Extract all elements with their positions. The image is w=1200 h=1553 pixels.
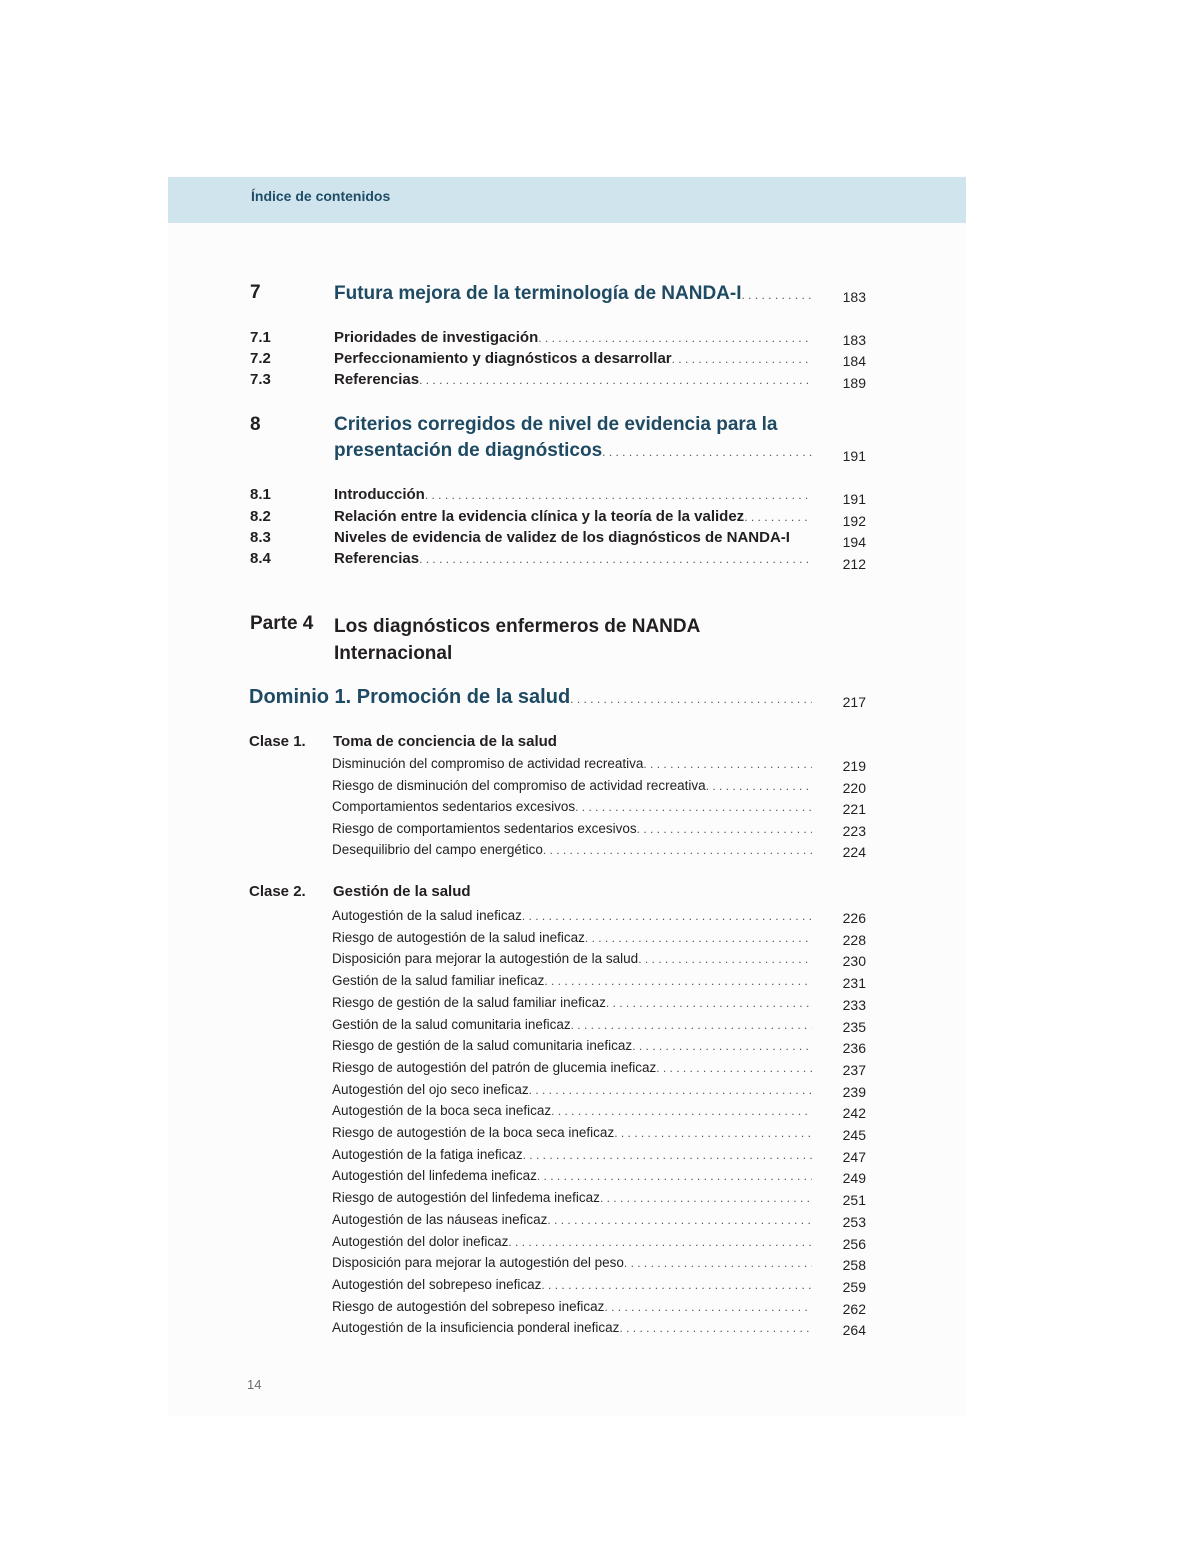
item-page: 262: [842, 1300, 866, 1317]
section-title[interactable]: Perfeccionamiento y diagnósticos a desarrollar . . .: [334, 350, 812, 367]
item-page: 230: [842, 953, 866, 970]
item-title[interactable]: Autogestión de la insuficiencia ponderal ineficaz . . .: [332, 1320, 812, 1335]
item-title[interactable]: Gestión de la salud comunitaria ineficaz . . .: [332, 1017, 812, 1032]
item-page: 219: [842, 758, 866, 774]
item-page: 253: [842, 1213, 866, 1230]
part-title-line-2: Internacional: [334, 643, 453, 664]
section-number: 8.1: [250, 486, 271, 503]
item-page: 258: [842, 1257, 866, 1274]
chapter-title-line-1[interactable]: Criterios corregidos de nivel de evidencia para la: [334, 414, 778, 435]
chapter-page: 183: [842, 289, 866, 305]
chapter-page: 191: [842, 448, 866, 464]
section-number: 7.1: [250, 329, 271, 346]
section-title[interactable]: Prioridades de investigación . . .: [334, 329, 812, 346]
running-header: Índice de contenidos: [251, 188, 391, 204]
item-title[interactable]: Riesgo de autogestión de la salud ineficaz . . .: [332, 930, 812, 945]
item-title[interactable]: Riesgo de autogestión del sobrepeso ineficaz . . .: [332, 1299, 812, 1314]
item-title[interactable]: Autogestión del ojo seco ineficaz . . .: [332, 1082, 812, 1097]
section-page: 212: [842, 556, 866, 572]
item-page: 239: [842, 1083, 866, 1100]
item-page: 245: [842, 1127, 866, 1143]
item-page: 221: [842, 801, 866, 818]
class-label: Clase 1.: [249, 733, 306, 750]
section-title[interactable]: Referencias . . .: [334, 371, 812, 388]
page-number: 14: [247, 1377, 262, 1392]
section-number: 8.4: [250, 550, 271, 567]
item-page: 233: [842, 996, 866, 1013]
item-page: 259: [842, 1278, 866, 1295]
item-page: 242: [842, 1105, 866, 1122]
item-title[interactable]: Riesgo de autogestión del linfedema ineficaz . . .: [332, 1190, 812, 1205]
section-title[interactable]: Introducción . . .: [334, 486, 812, 503]
item-title[interactable]: Riesgo de disminución del compromiso de actividad recreativa . . .: [332, 778, 812, 793]
class-title: Gestión de la salud: [333, 883, 471, 900]
item-page: 264: [842, 1322, 866, 1339]
item-title[interactable]: Comportamientos sedentarios excesivos . . .: [332, 799, 812, 814]
section-page: 183: [842, 332, 866, 348]
section-title[interactable]: Niveles de evidencia de validez de los diagnósticos de NANDA-I: [334, 529, 790, 546]
item-title[interactable]: Gestión de la salud familiar ineficaz . . .: [332, 973, 812, 988]
section-number: 8.2: [250, 508, 271, 525]
section-page: 192: [842, 513, 866, 529]
item-page: 220: [842, 779, 866, 796]
item-title[interactable]: Disposición para mejorar la autogestión de la salud . . .: [332, 951, 812, 966]
item-page: 231: [842, 975, 866, 992]
item-title[interactable]: Autogestión de la boca seca ineficaz . . .: [332, 1103, 812, 1118]
part-label: Parte 4: [250, 613, 314, 634]
item-title[interactable]: Riesgo de autogestión de la boca seca ineficaz . . .: [332, 1125, 812, 1140]
section-number: 7.2: [250, 350, 271, 367]
section-page: 194: [842, 534, 866, 550]
section-page: 184: [842, 353, 866, 369]
item-title[interactable]: Autogestión de las náuseas ineficaz . . .: [332, 1212, 812, 1227]
domain-page: 217: [842, 694, 866, 710]
item-page: 256: [842, 1235, 866, 1252]
item-title[interactable]: Autogestión del dolor ineficaz . . .: [332, 1234, 812, 1249]
item-title[interactable]: Disposición para mejorar la autogestión del peso . . .: [332, 1255, 812, 1270]
part-title[interactable]: [334, 613, 754, 667]
item-page: 247: [842, 1148, 866, 1165]
item-title[interactable]: Riesgo de comportamientos sedentarios excesivos . . .: [332, 821, 812, 836]
section-number: 7.3: [250, 371, 271, 388]
item-title[interactable]: Autogestión del sobrepeso ineficaz . . .: [332, 1277, 812, 1292]
item-page: 249: [842, 1170, 866, 1187]
chapter-title[interactable]: Futura mejora de la terminología de NANDA-I . . .: [334, 283, 812, 305]
item-page: 223: [842, 822, 866, 839]
part-title-line-1: Los diagnósticos enfermeros de NANDA: [334, 616, 701, 637]
section-page: 189: [842, 375, 866, 391]
item-page: 236: [842, 1040, 866, 1057]
item-title[interactable]: Disminución del compromiso de actividad recreativa . . .: [332, 756, 812, 771]
item-title[interactable]: Autogestión del linfedema ineficaz . . .: [332, 1168, 812, 1183]
item-title[interactable]: Autogestión de la fatiga ineficaz . . .: [332, 1147, 812, 1162]
section-title[interactable]: Relación entre la evidencia clínica y la teoría de la validez . . .: [334, 508, 812, 525]
chapter-title-line-2[interactable]: presentación de diagnósticos . . .: [334, 440, 812, 462]
item-page: 251: [842, 1192, 866, 1209]
item-page: 228: [842, 931, 866, 948]
chapter-number: 8: [250, 414, 261, 435]
section-page: 191: [842, 491, 866, 507]
chapter-number: 7: [250, 282, 261, 303]
class-title: Toma de conciencia de la salud: [333, 733, 557, 750]
item-page: 235: [842, 1018, 866, 1035]
domain-title[interactable]: Dominio 1. Promoción de la salud . . .: [249, 686, 812, 709]
item-page: 226: [842, 910, 866, 926]
item-title[interactable]: Desequilibrio del campo energético . . .: [332, 842, 812, 857]
section-number: 8.3: [250, 529, 271, 546]
item-title[interactable]: Riesgo de gestión de la salud comunitaria ineficaz . . .: [332, 1038, 812, 1053]
item-title[interactable]: Riesgo de autogestión del patrón de glucemia ineficaz . . .: [332, 1060, 812, 1075]
item-page: 224: [842, 844, 866, 861]
item-page: 237: [842, 1061, 866, 1078]
item-title[interactable]: Autogestión de la salud ineficaz . . .: [332, 908, 812, 923]
class-label: Clase 2.: [249, 883, 306, 900]
section-title[interactable]: Referencias . . .: [334, 550, 812, 567]
item-title[interactable]: Riesgo de gestión de la salud familiar ineficaz . . .: [332, 995, 812, 1010]
